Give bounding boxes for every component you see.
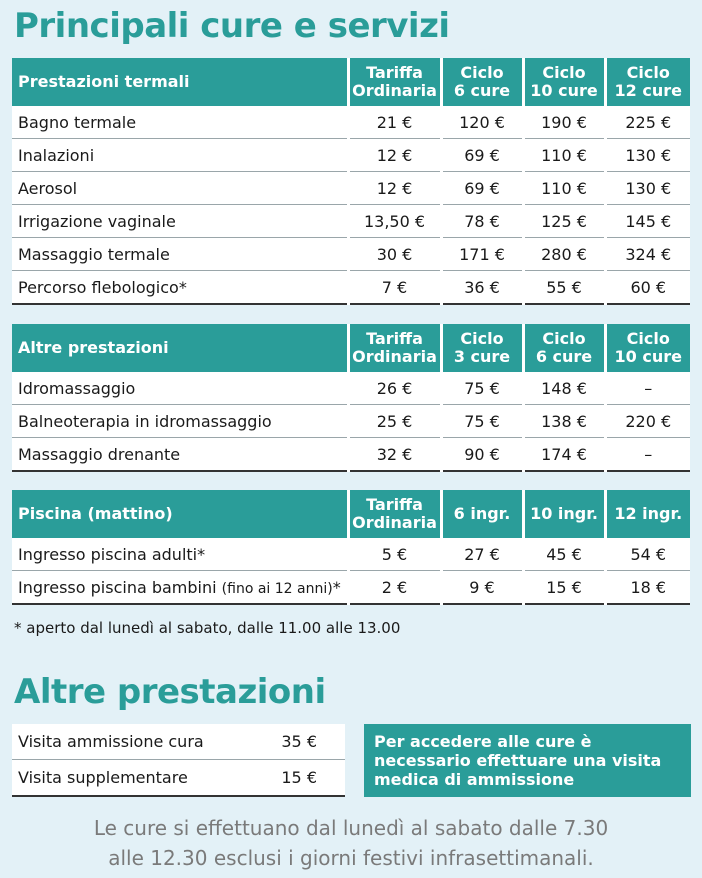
- col-header: Ciclo 10 cure: [605, 324, 690, 372]
- price-cell: 69 €: [441, 172, 523, 205]
- price-cell: 30 €: [348, 238, 441, 271]
- table-visite: [12, 724, 345, 797]
- price-cell: 75 €: [441, 372, 523, 405]
- service-name: Ingresso piscina bambini (fino ai 12 anni)*: [12, 571, 348, 605]
- price-cell: 18 €: [605, 571, 690, 605]
- price-cell: 9 €: [441, 571, 523, 605]
- price-cell: 21 €: [348, 106, 441, 139]
- price-cell: 75 €: [441, 405, 523, 438]
- price-cell: 174 €: [523, 438, 605, 472]
- header-label: Prestazioni termali: [12, 58, 348, 106]
- col-header: 10 ingr.: [523, 490, 605, 538]
- price-cell: 90 €: [441, 438, 523, 472]
- price-cell: 5 €: [348, 538, 441, 571]
- schedule-line: Le cure si effettuano dal lunedì al sabato dalle 7.30: [93, 816, 609, 840]
- price-cell: 2 €: [348, 571, 441, 605]
- price-cell: 36 €: [441, 271, 523, 305]
- table-row: [12, 271, 690, 305]
- schedule-note: [0, 813, 702, 873]
- header-label: Altre prestazioni: [12, 324, 348, 372]
- price-cell: 78 €: [441, 205, 523, 238]
- service-name: Ingresso piscina adulti*: [12, 538, 348, 571]
- service-name: Aerosol: [12, 172, 348, 205]
- price-cell: 35 €: [251, 724, 345, 760]
- price-cell: 130 €: [605, 139, 690, 172]
- table-row: [12, 538, 690, 571]
- col-header: Tariffa Ordinaria: [348, 58, 441, 106]
- service-name: Massaggio termale: [12, 238, 348, 271]
- table-row: [12, 372, 690, 405]
- price-cell: 324 €: [605, 238, 690, 271]
- table-altre-prestazioni: [12, 324, 690, 472]
- info-box: Per accedere alle cure è necessario effettuare una visita medica di ammissione: [364, 724, 691, 797]
- service-name: Inalazioni: [12, 139, 348, 172]
- price-cell: 55 €: [523, 271, 605, 305]
- price-cell: 54 €: [605, 538, 690, 571]
- price-cell: 190 €: [523, 106, 605, 139]
- table-header: [12, 58, 690, 106]
- price-cell: 13,50 €: [348, 205, 441, 238]
- service-name: Balneoterapia in idromassaggio: [12, 405, 348, 438]
- col-header: Ciclo 3 cure: [441, 324, 523, 372]
- price-cell: 60 €: [605, 271, 690, 305]
- page-title: Principali cure e servizi: [14, 6, 450, 46]
- price-cell: 220 €: [605, 405, 690, 438]
- table-row: [12, 571, 690, 605]
- price-cell: 69 €: [441, 139, 523, 172]
- price-cell: 125 €: [523, 205, 605, 238]
- price-cell: 110 €: [523, 139, 605, 172]
- price-cell: 145 €: [605, 205, 690, 238]
- schedule-line: alle 12.30 esclusi i giorni festivi infrasettimanali.: [108, 846, 594, 870]
- table-row: [12, 139, 690, 172]
- price-cell: –: [605, 438, 690, 472]
- price-cell: 45 €: [523, 538, 605, 571]
- service-name: Massaggio drenante: [12, 438, 348, 472]
- table-row: [12, 724, 345, 760]
- service-name: Irrigazione vaginale: [12, 205, 348, 238]
- price-cell: –: [605, 372, 690, 405]
- price-cell: 12 €: [348, 139, 441, 172]
- footnote: * aperto dal lunedì al sabato, dalle 11.00 alle 13.00: [14, 619, 401, 637]
- table-prestazioni-termali: [12, 58, 690, 305]
- col-header: 6 ingr.: [441, 490, 523, 538]
- price-cell: 15 €: [523, 571, 605, 605]
- price-cell: 26 €: [348, 372, 441, 405]
- col-header: Tariffa Ordinaria: [348, 490, 441, 538]
- price-cell: 32 €: [348, 438, 441, 472]
- price-cell: 225 €: [605, 106, 690, 139]
- price-cell: 12 €: [348, 172, 441, 205]
- price-cell: 280 €: [523, 238, 605, 271]
- service-name: Idromassaggio: [12, 372, 348, 405]
- price-cell: 27 €: [441, 538, 523, 571]
- service-name: Visita supplementare: [12, 760, 251, 797]
- table-row: [12, 405, 690, 438]
- age-note: (fino ai 12 anni): [221, 580, 333, 597]
- price-cell: 138 €: [523, 405, 605, 438]
- table-header: [12, 490, 690, 538]
- price-cell: 110 €: [523, 172, 605, 205]
- table-header: [12, 324, 690, 372]
- table-piscina: [12, 490, 690, 605]
- table-row: [12, 760, 345, 797]
- table-row: [12, 172, 690, 205]
- price-cell: 171 €: [441, 238, 523, 271]
- price-cell: 7 €: [348, 271, 441, 305]
- price-cell: 120 €: [441, 106, 523, 139]
- service-name: Bagno termale: [12, 106, 348, 139]
- col-header: Ciclo 6 cure: [523, 324, 605, 372]
- col-header: Tariffa Ordinaria: [348, 324, 441, 372]
- header-label: Piscina (mattino): [12, 490, 348, 538]
- table-row: [12, 205, 690, 238]
- price-cell: 148 €: [523, 372, 605, 405]
- col-header: Ciclo 10 cure: [523, 58, 605, 106]
- service-name: Visita ammissione cura: [12, 724, 251, 760]
- price-cell: 25 €: [348, 405, 441, 438]
- col-header: Ciclo 12 cure: [605, 58, 690, 106]
- table-row: [12, 238, 690, 271]
- price-cell: 15 €: [251, 760, 345, 797]
- col-header: 12 ingr.: [605, 490, 690, 538]
- table-row: [12, 438, 690, 472]
- service-name: Percorso flebologico*: [12, 271, 348, 305]
- section-title: Altre prestazioni: [14, 672, 326, 712]
- price-cell: 130 €: [605, 172, 690, 205]
- table-row: [12, 106, 690, 139]
- col-header: Ciclo 6 cure: [441, 58, 523, 106]
